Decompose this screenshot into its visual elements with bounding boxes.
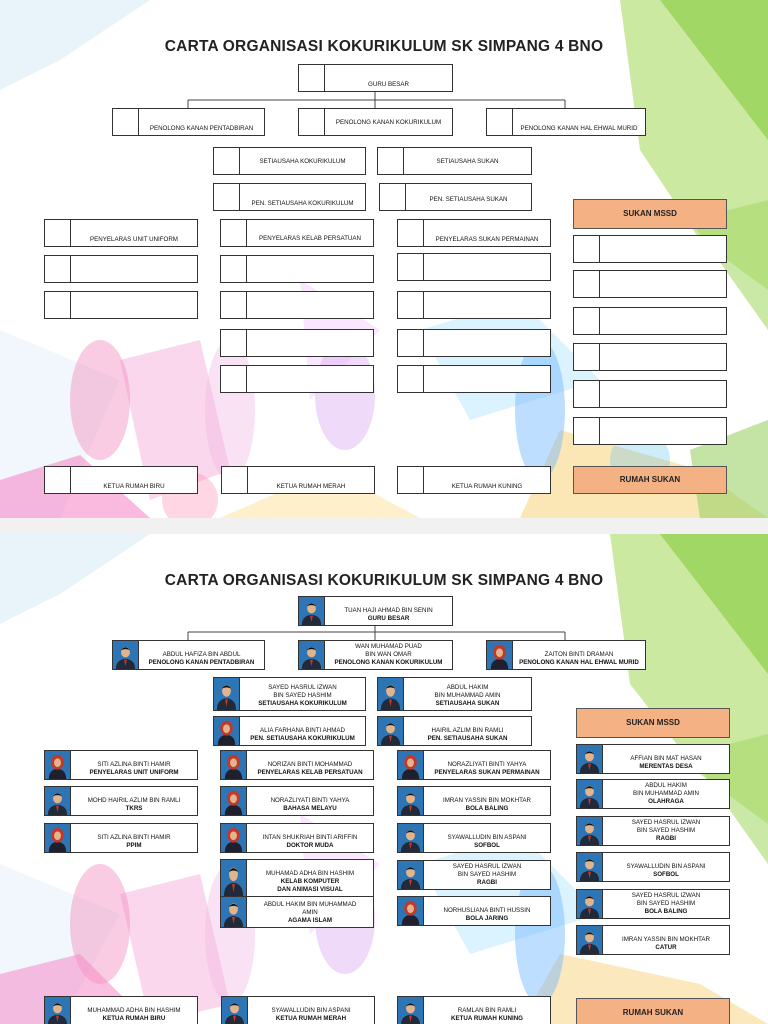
staff-label [249, 834, 371, 850]
staff-role: KETUA RUMAH BIRU [102, 1015, 166, 1022]
portrait-photo-icon [221, 824, 247, 852]
portrait-photo-icon [221, 787, 247, 815]
box-penyelaras-unit-uniform: PENYELARAS UNIT UNIFORM [44, 219, 198, 247]
box-empty [573, 270, 727, 298]
portrait-photo-icon [214, 184, 240, 210]
staff-box [397, 896, 551, 926]
portrait-photo-icon [221, 860, 247, 896]
staff-name: RAMLAN BIN RAMLI [457, 1007, 517, 1014]
staff-box [377, 716, 532, 746]
staff-role: CATUR [655, 944, 677, 951]
staff-role: SETIAUSAHA SUKAN [435, 700, 500, 707]
portrait-photo-icon [299, 109, 325, 135]
box-pen-setiausaha-sukan: PEN. SETIAUSAHA SUKAN [379, 183, 532, 211]
staff-role: DOKTOR MUDA [286, 842, 334, 849]
portrait-photo-icon [378, 717, 404, 745]
staff-label [73, 797, 195, 813]
staff-name: NORAZLIYATI BINTI YAHYA [270, 797, 350, 804]
portrait-photo-icon [398, 366, 424, 392]
staff-box [576, 744, 730, 774]
portrait-photo-icon [221, 256, 247, 282]
staff-role: BOLA BALING [465, 805, 509, 812]
box-pen-setiausaha-kokurikulum: PEN. SETIAUSAHA KOKURIKULUM [213, 183, 366, 211]
portrait-photo-icon [577, 853, 603, 881]
box-penolong-kanan-hem: PENOLONG KANAN HAL EHWAL MURID [486, 108, 646, 136]
portrait-photo-icon [45, 292, 71, 318]
staff-label [515, 651, 643, 667]
staff-name: IMRAN YASSIN BIN MOKHTAR [442, 797, 531, 804]
staff-label [250, 1007, 372, 1023]
portrait-photo-icon [577, 745, 603, 773]
staff-name: ABDUL HAFIZA BIN ABDUL [162, 651, 241, 658]
staff-name: ALIA FARHANA BINTI AHMAD [260, 727, 345, 734]
staff-label [605, 819, 727, 843]
box-ketua-rumah-merah: KETUA RUMAH MERAH [221, 466, 375, 494]
portrait-photo-icon [380, 184, 406, 210]
box-penyelaras-kelab-persatuan: PENYELARAS KELAB PERSATUAN [220, 219, 374, 247]
box-ketua-rumah-kuning: KETUA RUMAH KUNING [397, 466, 551, 494]
staff-name: SITI AZLINA BINTI HAMIR [97, 761, 171, 768]
staff-name: ZAITON BINTI DRAMAN [544, 651, 614, 658]
portrait-photo-icon [221, 366, 247, 392]
portrait-photo-icon [45, 467, 71, 493]
staff-label [242, 727, 363, 743]
staff-role: BOLA BALING [644, 908, 688, 915]
chart-title: CARTA ORGANISASI KOKURIKULUM SK SIMPANG 4 BNO [164, 38, 604, 55]
staff-role: TKRS [125, 805, 143, 812]
box-empty [220, 255, 374, 283]
portrait-photo-icon [487, 641, 513, 669]
staff-name: ABDUL HAKIM BIN MUHAMMAD AMIN [263, 901, 357, 916]
staff-box [220, 859, 374, 897]
box-empty [397, 329, 551, 357]
portrait-photo-icon [577, 817, 603, 845]
portrait-photo-icon [574, 236, 600, 262]
portrait-photo-icon [221, 292, 247, 318]
staff-role: BAHASA MELAYU [283, 805, 337, 812]
staff-box [213, 716, 366, 746]
staff-role: GURU BESAR [367, 615, 410, 622]
portrait-photo-icon [45, 997, 71, 1024]
staff-name: IMRAN YASSIN BIN MOKHTAR [621, 936, 710, 943]
staff-name: SITI AZLINA BINTI HAMIR [97, 834, 171, 841]
box-empty [220, 291, 374, 319]
portrait-photo-icon [574, 308, 600, 334]
box-empty [220, 365, 374, 393]
staff-box [213, 677, 366, 711]
portrait-photo-icon [214, 678, 240, 710]
staff-box [220, 786, 374, 816]
staff-label [249, 870, 371, 894]
staff-role: KELAB KOMPUTER DAN ANIMASI VISUAL [277, 878, 343, 893]
staff-label [605, 755, 727, 771]
box-guru-besar: GURU BESAR [298, 64, 453, 92]
staff-box [486, 640, 646, 670]
staff-role: BOLA JARING [465, 915, 509, 922]
staff-role: RAGBI [656, 835, 676, 842]
box-empty [573, 307, 727, 335]
portrait-photo-icon [299, 597, 325, 625]
staff-box [397, 750, 551, 780]
portrait-photo-icon [574, 344, 600, 370]
staff-box [576, 889, 730, 919]
header-rumah-sukan: RUMAH SUKAN [573, 466, 727, 494]
portrait-photo-icon [398, 824, 424, 852]
staff-role: AGAMA ISLAM [287, 917, 333, 924]
staff-role: PENOLONG KANAN PENTADBIRAN [148, 659, 255, 666]
staff-box [221, 996, 375, 1024]
staff-box [44, 786, 198, 816]
staff-role: OLAHRAGA [648, 798, 684, 805]
staff-label [426, 834, 548, 850]
staff-role: PENYELARAS UNIT UNIFORM [89, 769, 179, 776]
staff-box [44, 750, 198, 780]
staff-role: SOFBOL [474, 842, 500, 849]
staff-role: PEN. SETIAUSAHA KOKURIKULUM [250, 735, 355, 742]
portrait-photo-icon [378, 678, 404, 710]
staff-box [397, 996, 551, 1024]
staff-label [242, 684, 363, 708]
portrait-photo-icon [221, 220, 247, 246]
staff-name: SYAWALLUDIN BIN ASPANI [271, 1007, 351, 1014]
staff-role: SOFBOL [653, 871, 679, 878]
staff-label [426, 761, 548, 777]
portrait-photo-icon [45, 824, 71, 852]
staff-box [397, 860, 551, 890]
slide-divider [0, 518, 768, 534]
staff-label [73, 761, 195, 777]
staff-name: NORAZLIYATI BINTI YAHYA [447, 761, 527, 768]
staff-role: PEN. SETIAUSAHA SUKAN [427, 735, 508, 742]
portrait-photo-icon [398, 861, 424, 889]
staff-label [327, 643, 450, 667]
staff-role: KETUA RUMAH MERAH [275, 1015, 347, 1022]
staff-box [576, 816, 730, 846]
staff-name: INTAN SHUKRIAH BINTI ARIFFIN [262, 834, 358, 841]
box-penolong-kanan-kokurikulum: PENOLONG KANAN KOKURIKULUM [298, 108, 453, 136]
portrait-photo-icon [214, 148, 240, 174]
staff-role: RAGBI [477, 879, 497, 886]
portrait-photo-icon [299, 641, 325, 669]
staff-name: SAYED HASRUL IZWAN BIN SAYED HASHIM [452, 863, 522, 878]
portrait-photo-icon [221, 897, 247, 927]
staff-label [406, 727, 529, 743]
staff-role: PENOLONG KANAN HAL EHWAL MURID [519, 659, 639, 666]
header-sukan-mssd: SUKAN MSSD [576, 708, 730, 738]
staff-box [298, 640, 453, 670]
staff-label [73, 1007, 195, 1023]
box-empty [573, 343, 727, 371]
staff-name: SAYED HASRUL IZWAN BIN SAYED HASHIM [631, 819, 701, 834]
staff-label [249, 761, 371, 777]
staff-name: TUAN HAJI AHMAD BIN SENIN [344, 607, 433, 614]
staff-role: PENYELARAS SUKAN PERMAINAN [434, 769, 540, 776]
portrait-photo-icon [398, 467, 424, 493]
staff-label [141, 651, 262, 667]
staff-box [576, 925, 730, 955]
portrait-photo-icon [398, 897, 424, 925]
staff-box [44, 823, 198, 853]
box-empty [573, 235, 727, 263]
portrait-photo-icon [113, 641, 139, 669]
staff-box [377, 677, 532, 711]
staff-role: PENOLONG KANAN KOKURIKULUM [334, 659, 443, 666]
staff-label [406, 684, 529, 708]
portrait-photo-icon [113, 109, 139, 135]
staff-name: ABDUL HAKIM BIN MUHAMMAD AMIN [632, 782, 699, 797]
staff-role: SETIAUSAHA KOKURIKULUM [258, 700, 347, 707]
staff-box [298, 596, 453, 626]
portrait-photo-icon [214, 717, 240, 745]
portrait-photo-icon [398, 254, 424, 280]
staff-name: WAN MUHAMAD PUAD BIN WAN OMAR [355, 643, 422, 658]
portrait-photo-icon [222, 997, 248, 1024]
staff-role: PPIM [126, 842, 142, 849]
box-empty [44, 291, 198, 319]
portrait-photo-icon [398, 997, 424, 1024]
portrait-photo-icon [577, 890, 603, 918]
box-setiausaha-kokurikulum: SETIAUSAHA KOKURIKULUM [213, 147, 366, 175]
staff-label [249, 797, 371, 813]
portrait-photo-icon [398, 751, 424, 779]
staff-label [73, 834, 195, 850]
staff-name: MOHD HAIRIL AZLIM BIN RAMLI [87, 797, 181, 804]
box-penyelaras-sukan-permainan: PENYELARAS SUKAN PERMAINAN [397, 219, 551, 247]
staff-label [249, 901, 371, 925]
staff-name: MUHAMMAD ADHA BIN HASHIM [87, 1007, 181, 1014]
staff-label [426, 797, 548, 813]
staff-name: SYAWALLUDIN BIN ASPANI [447, 834, 527, 841]
staff-name: SAYED HASRUL IZWAN BIN SAYED HASHIM [268, 684, 337, 699]
staff-label [605, 782, 727, 806]
box-empty [397, 365, 551, 393]
box-empty [397, 253, 551, 281]
portrait-photo-icon [487, 109, 513, 135]
portrait-photo-icon [574, 271, 600, 297]
portrait-photo-icon [299, 65, 325, 91]
staff-box [220, 750, 374, 780]
staff-box [220, 823, 374, 853]
staff-label [605, 936, 727, 952]
portrait-photo-icon [45, 787, 71, 815]
box-ketua-rumah-biru: KETUA RUMAH BIRU [44, 466, 198, 494]
portrait-photo-icon [45, 256, 71, 282]
box-empty [220, 329, 374, 357]
staff-box [44, 996, 198, 1024]
staff-role: KETUA RUMAH KUNING [451, 1015, 523, 1022]
portrait-photo-icon [221, 751, 247, 779]
portrait-photo-icon [398, 330, 424, 356]
staff-box [576, 852, 730, 882]
box-empty [573, 380, 727, 408]
portrait-photo-icon [574, 381, 600, 407]
staff-name: ABDUL HAKIM BIN MUHAMMAD AMIN [434, 684, 501, 699]
staff-role: MERENTAS DESA [639, 763, 693, 770]
portrait-photo-icon [398, 787, 424, 815]
portrait-photo-icon [222, 467, 248, 493]
box-empty [44, 255, 198, 283]
portrait-photo-icon [45, 220, 71, 246]
portrait-photo-icon [221, 330, 247, 356]
box-setiausaha-sukan: SETIAUSAHA SUKAN [377, 147, 532, 175]
staff-name: AFFIAN BIN MAT HASAN [630, 755, 702, 762]
portrait-photo-icon [398, 292, 424, 318]
staff-name: NORIZAN BINTI MOHAMMAD [267, 761, 353, 768]
header-sukan-mssd: SUKAN MSSD [573, 199, 727, 229]
box-empty [397, 291, 551, 319]
staff-box [397, 786, 551, 816]
staff-label [327, 607, 450, 623]
staff-role: PENYELARAS KELAB PERSATUAN [257, 769, 363, 776]
staff-box [112, 640, 265, 670]
box-penolong-kanan-pentadbiran: PENOLONG KANAN PENTADBIRAN [112, 108, 265, 136]
portrait-photo-icon [577, 780, 603, 808]
staff-label [605, 863, 727, 879]
staff-box [397, 823, 551, 853]
staff-name: MUHAMAD ADHA BIN HASHIM [265, 870, 354, 877]
staff-label [426, 907, 548, 923]
portrait-photo-icon [378, 148, 404, 174]
portrait-photo-icon [398, 220, 424, 246]
staff-name: SAYED HASRUL IZWAN BIN SAYED HASHIM [631, 892, 701, 907]
staff-name: SYAWALLUDIN BIN ASPANI [626, 863, 706, 870]
slide-filled-chart [0, 534, 768, 1024]
staff-label [605, 892, 727, 916]
portrait-photo-icon [45, 751, 71, 779]
chart-title: CARTA ORGANISASI KOKURIKULUM SK SIMPANG 4 BNO [164, 572, 604, 589]
portrait-photo-icon [577, 926, 603, 954]
staff-box [576, 779, 730, 809]
portrait-photo-icon [574, 418, 600, 444]
box-empty [573, 417, 727, 445]
staff-label [426, 863, 548, 887]
staff-box [220, 896, 374, 928]
staff-name: HAIRIL AZLIM BIN RAMLI [431, 727, 504, 734]
staff-label [426, 1007, 548, 1023]
header-rumah-sukan: RUMAH SUKAN [576, 998, 730, 1024]
staff-name: NORHUSLIANA BINTI HUSSIN [443, 907, 531, 914]
